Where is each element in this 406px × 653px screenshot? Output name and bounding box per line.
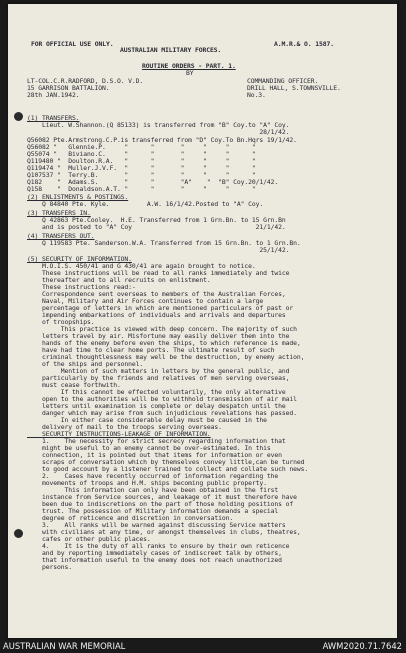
paragraph-line: If this cannot be effected voluntarily, the only alternative (27, 388, 286, 396)
paragraph-line: degree of reticence and discretion in conversation. (27, 514, 234, 522)
paragraph-line: In either case considerable delay must be caused in the (27, 416, 267, 424)
classification-label: FOR OFFICIAL USE ONLY. (31, 40, 114, 48)
signatory-name: LT-COL.C.R.RADFORD, D.S.O. V.D. (27, 77, 144, 85)
signatory-unit: 15 GARRISON BATTALION. (27, 84, 110, 92)
paragraph-line: M.O.I.S. 450/41 and G 430/41 are again brought to notice. (27, 262, 256, 270)
paragraph-line: Mention of such matters in letters by the general public, and (27, 367, 290, 375)
signatory-location: DRILL HALL, S.TOWNSVILLE. (247, 84, 341, 92)
list-item: Q 119583 Pte. Sanderson.W.A. Transferred from 15 Grn.Bn. to 1 Grn.Bn. (27, 239, 301, 247)
paragraph-line: instance from Service sources, and leakage of it must therefore have (27, 493, 297, 501)
list-item: Q56082 Pte.Armstrong.C.P.is transferred from "D" Coy.To Bn.Hqrs 19/1/42. (27, 136, 297, 144)
list-item: 28/1/42. (27, 128, 290, 136)
paragraph-line: with civilians at any time, or amongst themselves in clubs, theatres, (27, 528, 301, 536)
accession-number: AWM2020.71.7642 (322, 641, 402, 651)
paragraph-line: Naval, Military and Air Forces continues to contain a large (27, 297, 264, 305)
paragraph-line: hands of the enemy before even the ships, to which reference is made, (27, 339, 301, 347)
section-heading-security: (5) SECURITY OF INFORMATION. (27, 255, 132, 263)
archive-footer (0, 640, 406, 653)
paragraph-line: thereafter and to all recruits on enlistment. (27, 276, 211, 284)
paragraph-line: scraps of conversation which by themselves convey little,can be turned (27, 458, 305, 466)
paragraph-line: letters until examination is complete or delay despatch until the (27, 402, 286, 410)
paragraph-line: This practice is viewed with deep concern. The majority of such (27, 325, 297, 333)
list-item: Q 42863 Pte.Cooley. H.E. Transferred from 1 Grn.Bn. to 15 Grn.Bn (27, 216, 286, 224)
paragraph-line: open to the authorities will be to withhold transmission of air mail (27, 395, 297, 403)
section-heading-transfers: (1) TRANSFERS. (27, 114, 80, 122)
list-item: Q182 " Adams.S. " " "A" " "B" Coy.20/1/42. (27, 178, 279, 186)
paragraph-line: been due to indiscretions on the part of those holding positions of (27, 500, 294, 508)
paragraph-line: These instructions will be read to all ranks immediately and twice (27, 269, 290, 277)
paragraph-line: Correspondence sent overseas to members of the Australian Forces, (27, 290, 286, 298)
paragraph-line: trust. The possession of Military information demands a special (27, 507, 279, 515)
paragraph-line: 4. It is the duty of all ranks to ensure by their own reticence (27, 542, 290, 550)
paragraph-line: have had time to clear home ports. The ultimate result of such (27, 346, 275, 354)
paragraph-line: impending embarkations of individuals and arrivals and departures (27, 311, 286, 319)
paragraph-line: delivery of mail to the troops serving overseas. (27, 423, 222, 431)
order-reference: A.M.R.& O. 1587. (274, 40, 334, 48)
list-item: Q158 " Donaldson.A.T. " " " " " " (27, 185, 256, 193)
paragraph-line: 3. All ranks will be warned against discussing Service matters (27, 521, 286, 529)
paragraph-line: These instructions read:- (27, 283, 136, 291)
archive-name: AUSTRALIAN WAR MEMORIAL (3, 641, 126, 651)
paragraph-line: 1. The necessity for strict secrecy regarding information that (27, 437, 286, 445)
punch-hole (14, 112, 23, 121)
list-item: 25/1/42. (27, 246, 290, 254)
list-item: Q 84840 Pte. Kyle. A.W. 16/1/42.Posted to "A" Coy. (27, 200, 264, 208)
list-item: and is posted to "A" Coy 21/1/42. (27, 223, 286, 231)
paragraph-line: and by reporting immediately cases of indiscreet talk by others, (27, 549, 282, 557)
punch-hole (14, 529, 23, 538)
paragraph-line: persons. (27, 563, 72, 571)
paragraph-line: danger which may arise from such injudicious revelations has passed. (27, 409, 297, 417)
signatory-role: COMMANDING OFFICER. (247, 77, 319, 85)
paragraph-line: might be useful to an enemy cannot be over-estimated. In this (27, 444, 271, 452)
order-number: No.3. (247, 91, 266, 99)
list-item: Q56082 " Glennie.P. " " " " " " (27, 143, 256, 151)
paragraph-line: particularly by the friends and relatives of men serving overseas, (27, 374, 290, 382)
paragraph-line: This information can only have been obtained in the first (27, 486, 279, 494)
paragraph-line: 2. Cases have recently occurred of information regarding the (27, 472, 279, 480)
section-heading-enlistments: (2) ENLISTMENTS & POSTINGS. (27, 193, 129, 201)
paragraph-line: of troopships. (27, 318, 95, 326)
paragraph-line: percentage of letters in which are mentioned particulars of past or (27, 304, 294, 312)
paragraph-line: must cease forthwith. (27, 381, 121, 389)
list-item: Q119474 " Muller.J.V.F. " " " " " " (27, 164, 256, 172)
by-label: BY (186, 69, 194, 77)
document-title: ROUTINE ORDERS - PART. 1. (142, 62, 236, 70)
order-date: 28th JAN.1942. (27, 91, 80, 99)
list-item: Q107537 " Terry.B. " " " " " " (27, 171, 256, 179)
paragraph-line: that information useful to the enemy does not reach unauthorized (27, 556, 282, 564)
list-item: Q55074 " Biviano.C. " " " " " " (27, 150, 256, 158)
list-item: Q119480 " Doulton.R.A. " " " " " " (27, 157, 256, 165)
paragraph-line: cafes or other public places. (27, 535, 151, 543)
list-item: Lieut. W.Shannon.(Q 85133) is transferred from "B" Coy.to "A" Coy. (27, 121, 290, 129)
paragraph-line: criminal thoughtlessness may well be the destruction, by enemy action, (27, 353, 305, 361)
section-heading-transfers-in: (3) TRANSFERS IN. (27, 209, 91, 217)
paragraph-line: to good account by a listener trained to collect and collate such news. (27, 465, 309, 473)
section-heading-transfers-out: (4) TRANSFERS OUT. (27, 232, 95, 240)
document-page (8, 4, 397, 638)
organisation-title: AUSTRALIAN MILITARY FORCES. (120, 46, 222, 54)
paragraph-line: letters travel by air. Misfortune may easily deliver them into the (27, 332, 290, 340)
paragraph-line: connection, it is pointed out that items for information or even (27, 451, 282, 459)
paragraph-line: of the ships and personnel. (27, 360, 144, 368)
paragraph-line: movements of troops and H.M. ships becoming public property. (27, 479, 267, 487)
section-heading-leakage: SECURITY INSTRUCTIONS-LEAKAGE OF INFORMATION. (27, 430, 211, 438)
